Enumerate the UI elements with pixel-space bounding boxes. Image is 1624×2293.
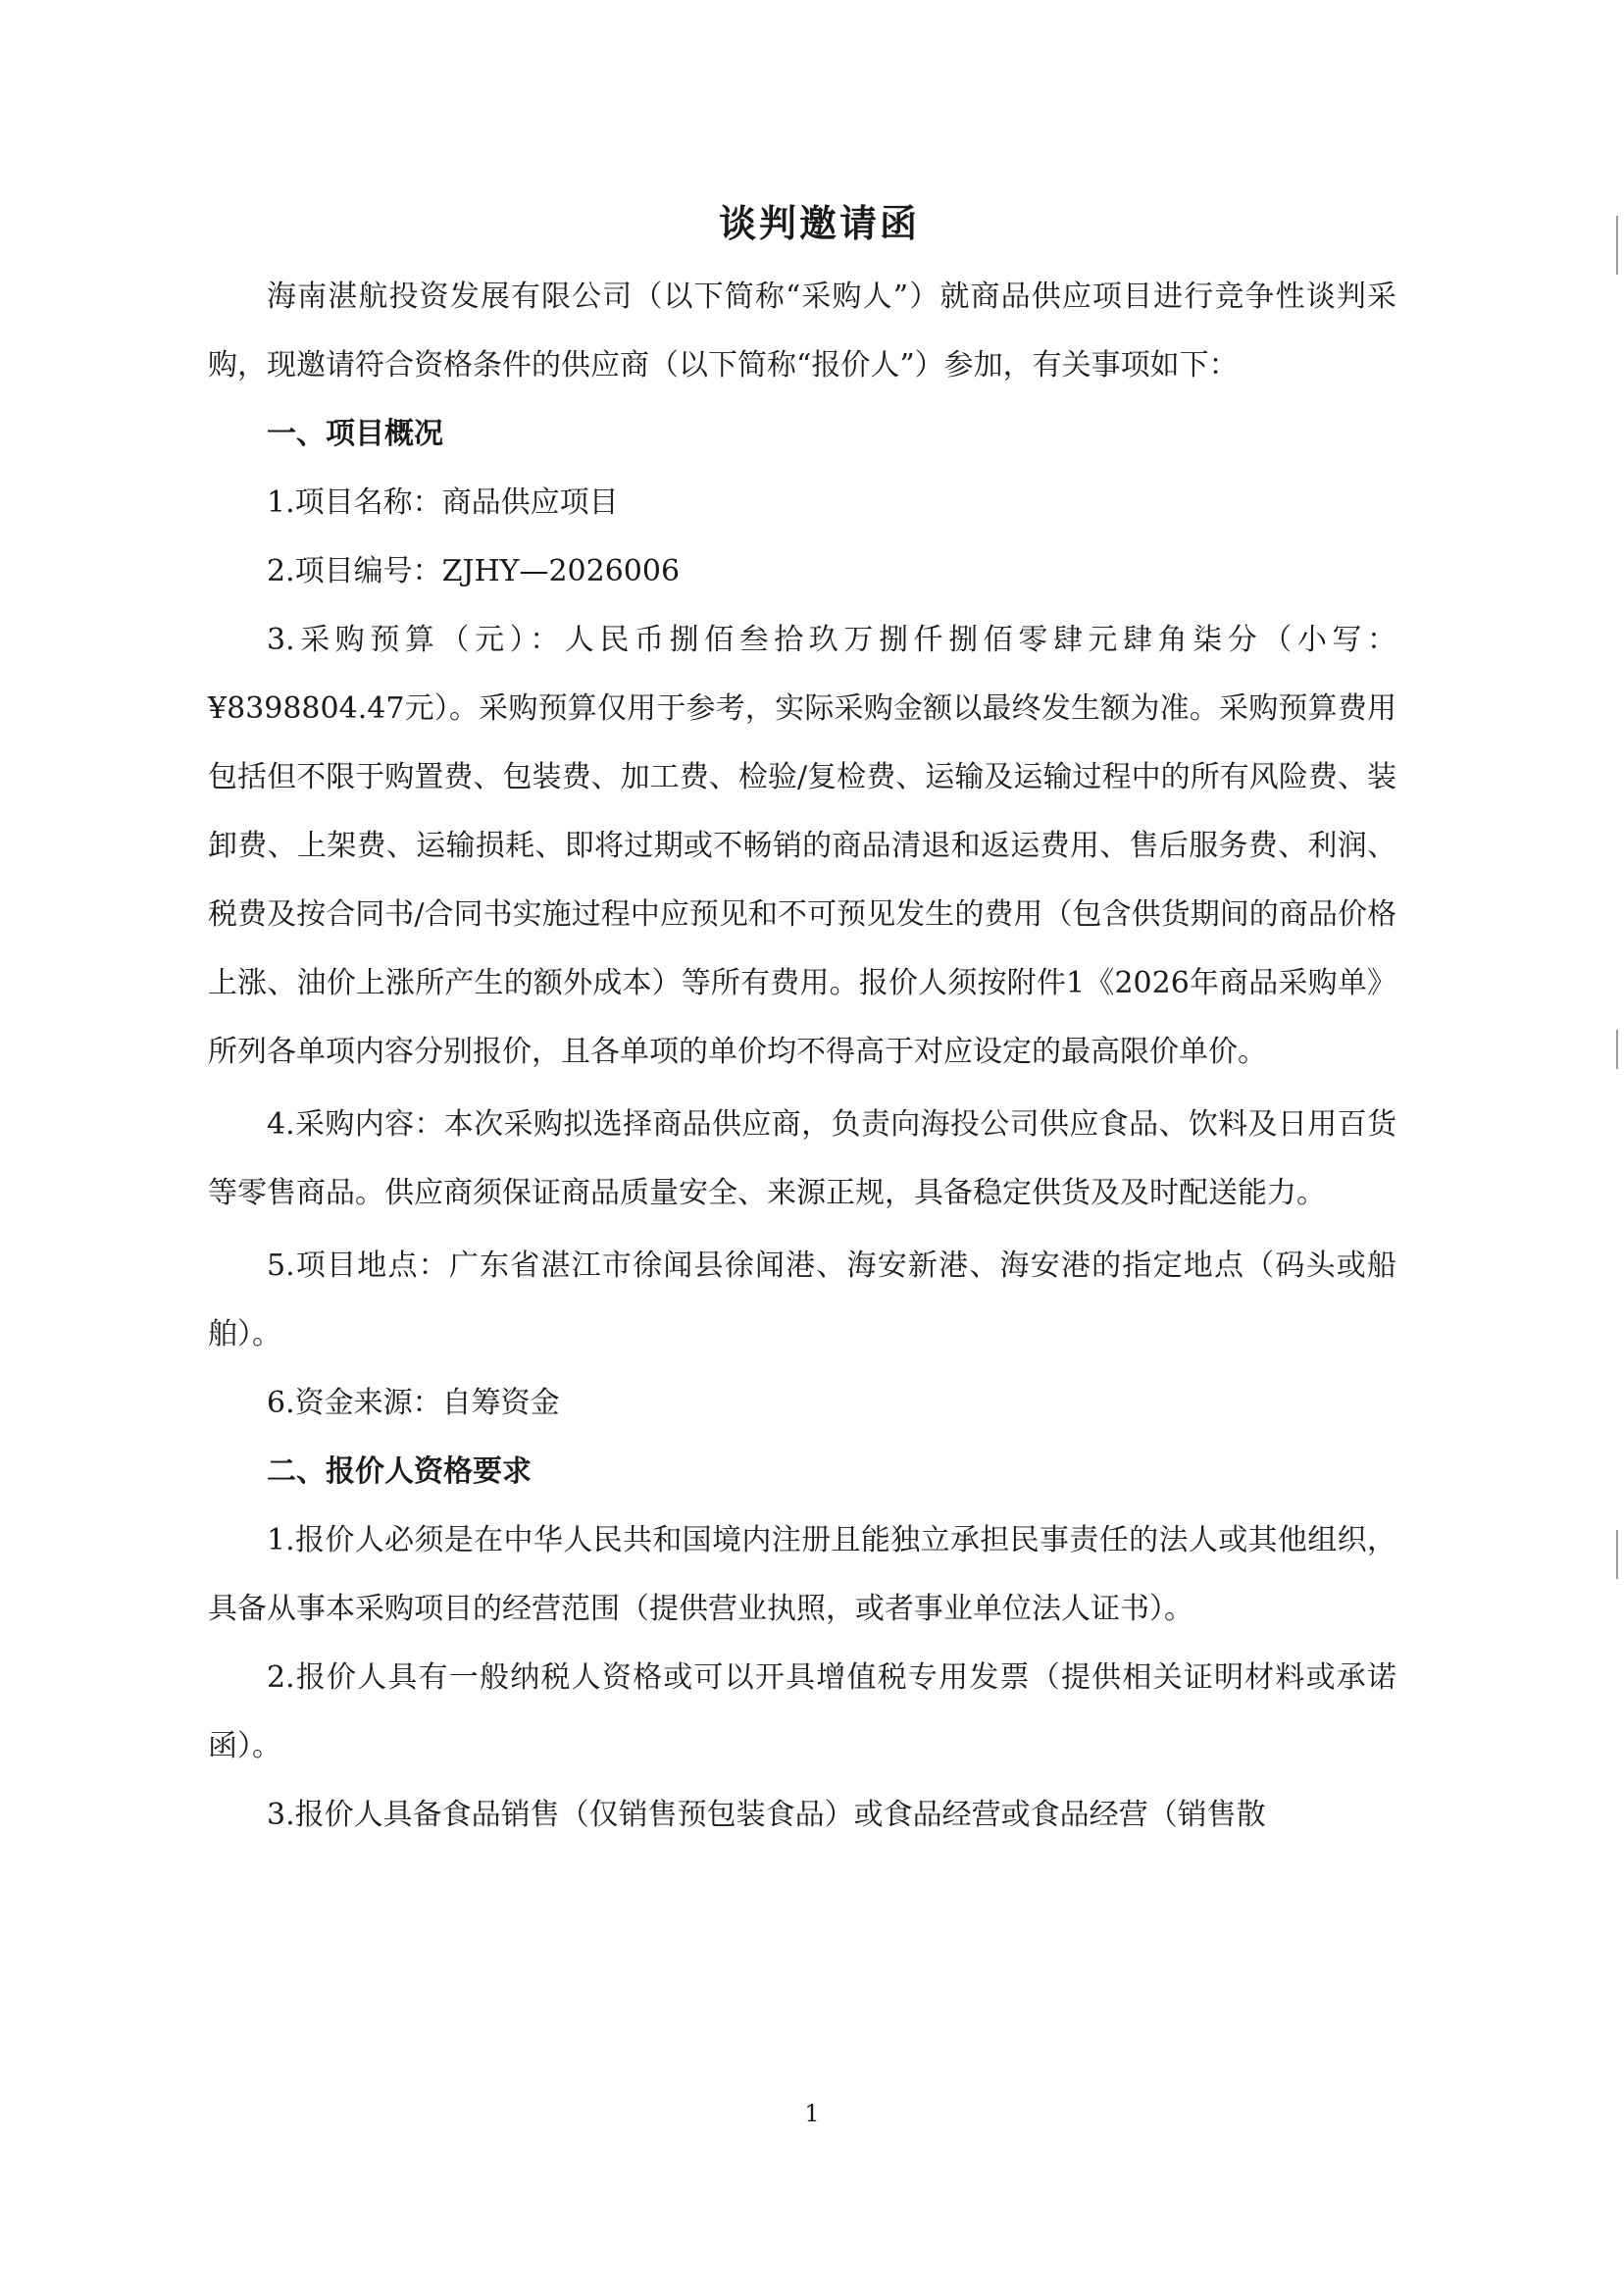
scan-edge-mark xyxy=(1616,1030,1618,1069)
document-body xyxy=(208,184,1396,1850)
overview-item-number: 2.项目编号：ZJHY—2026006 xyxy=(267,554,681,588)
qualification-item-tax: 2.报价人具有一般纳税人资格或可以开具增值税专用发票（提供相关证明材料或承诺函）。 xyxy=(208,1660,1396,1763)
document-title: 谈判邀请函 xyxy=(718,201,920,245)
page-number: 1 xyxy=(804,2100,820,2127)
overview-item-budget: 3.采购预算（元）：人民币捌佰叁拾玖万捌仟捌佰零肆元肆角柒分（小写：¥8398804.47元）。采购预算仅用于参考，实际采购金额以最终发生额为准。采购预算费用包括但不限于购置费、包装费、加工费、检验/复检费、运输及运输过程中的所有风险费、装卸费、上架费、运输损耗、即将过期或不畅销的商品清退和返运费用、售后服务费、利润、税费及按合同书/合同书实施过程中应预见和不可预见发生的费用（包含供货期间的商品价格上涨、油价上涨所产生的额外成本）等所有费用。报价人须按附件1《2026年商品采购单》所列各单项内容分别报价，且各单项的单价均不得高于对应设定的最高限价单价。 xyxy=(208,623,1396,1069)
section-heading-qualification: 二、报价人资格要求 xyxy=(267,1454,532,1489)
scan-edge-mark xyxy=(1616,216,1618,275)
overview-item-location: 5.项目地点：广东省湛江市徐闻县徐闻港、海安新港、海安港的指定地点（码头或船舶）。 xyxy=(208,1248,1396,1351)
scan-edge-mark xyxy=(1616,1530,1618,1579)
qualification-item-legal: 1.报价人必须是在中华人民共和国境内注册且能独立承担民事责任的法人或其他组织，具备从事本采购项目的经营范围（提供营业执照，或者事业单位法人证书）。 xyxy=(208,1523,1396,1626)
intro-paragraph: 海南湛航投资发展有限公司（以下简称“采购人”）就商品供应项目进行竞争性谈判采购，现邀请符合资格条件的供应商（以下简称“报价人”）参加，有关事项如下： xyxy=(208,280,1396,382)
overview-item-funding: 6.资金来源：自筹资金 xyxy=(267,1386,560,1420)
section-heading-overview: 一、项目概况 xyxy=(267,417,443,451)
overview-item-content: 4.采购内容：本次采购拟选择商品供应商，负责向海投公司供应食品、饮料及日用百货等零售商品。供应商须保证商品质量安全、来源正规，具备稳定供货及及时配送能力。 xyxy=(208,1107,1396,1210)
overview-item-name: 1.项目名称：商品供应项目 xyxy=(267,485,619,520)
qualification-item-food: 3.报价人具备食品销售（仅销售预包装食品）或食品经营或食品经营（销售散 xyxy=(267,1798,1266,1832)
